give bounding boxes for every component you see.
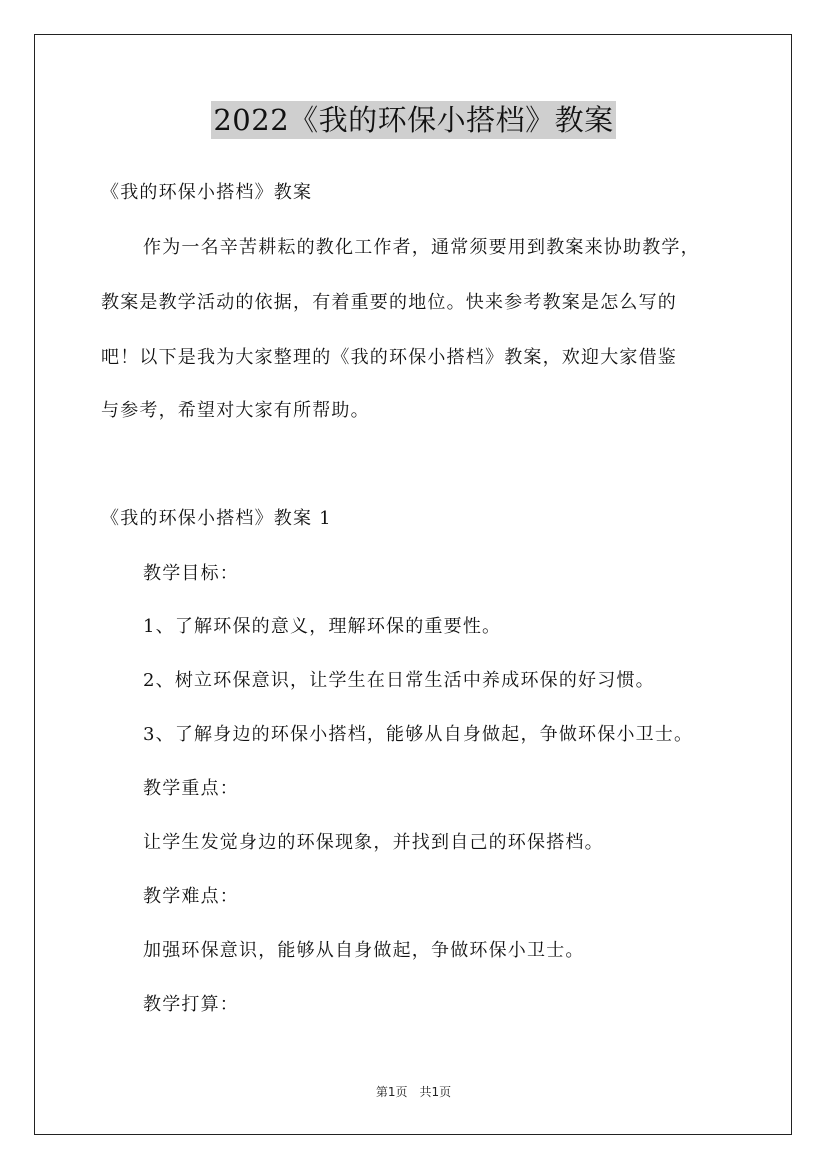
section-line: 教学难点：: [143, 886, 239, 907]
section-line: 1、了解环保的意义，理解环保的重要性。: [143, 616, 502, 637]
section-line: 加强环保意识，能够从自身做起，争做环保小卫士。: [143, 940, 585, 961]
section-line: 让学生发觉身边的环保现象，并找到自己的环保搭档。: [143, 832, 604, 853]
intro-line: 吧！以下是我为大家整理的《我的环保小搭档》教案，欢迎大家借鉴: [101, 347, 677, 368]
intro-line: 与参考，希望对大家有所帮助。: [101, 400, 370, 421]
section-heading: 《我的环保小搭档》教案 1: [101, 508, 332, 529]
document-title: 2022《我的环保小搭档》教案: [213, 103, 614, 137]
section-line: 2、树立环保意识，让学生在日常生活中养成环保的好习惯。: [143, 670, 655, 691]
section-line: 教学目标：: [143, 563, 239, 584]
section-line: 3、了解身边的环保小搭档，能够从自身做起，争做环保小卫士。: [143, 724, 694, 745]
section-line: 教学重点：: [143, 778, 239, 799]
page-footer: 第1页 共1页: [375, 1085, 452, 1099]
title-container: [0, 101, 827, 139]
document-subtitle: 《我的环保小搭档》教案: [101, 182, 313, 203]
intro-line: 教案是教学活动的依据，有着重要的地位。快来参考教案是怎么写的: [101, 292, 677, 313]
section-line: 教学打算：: [143, 994, 239, 1015]
intro-line: 作为一名辛苦耕耘的教化工作者，通常须要用到教案来协助教学，: [143, 237, 700, 258]
